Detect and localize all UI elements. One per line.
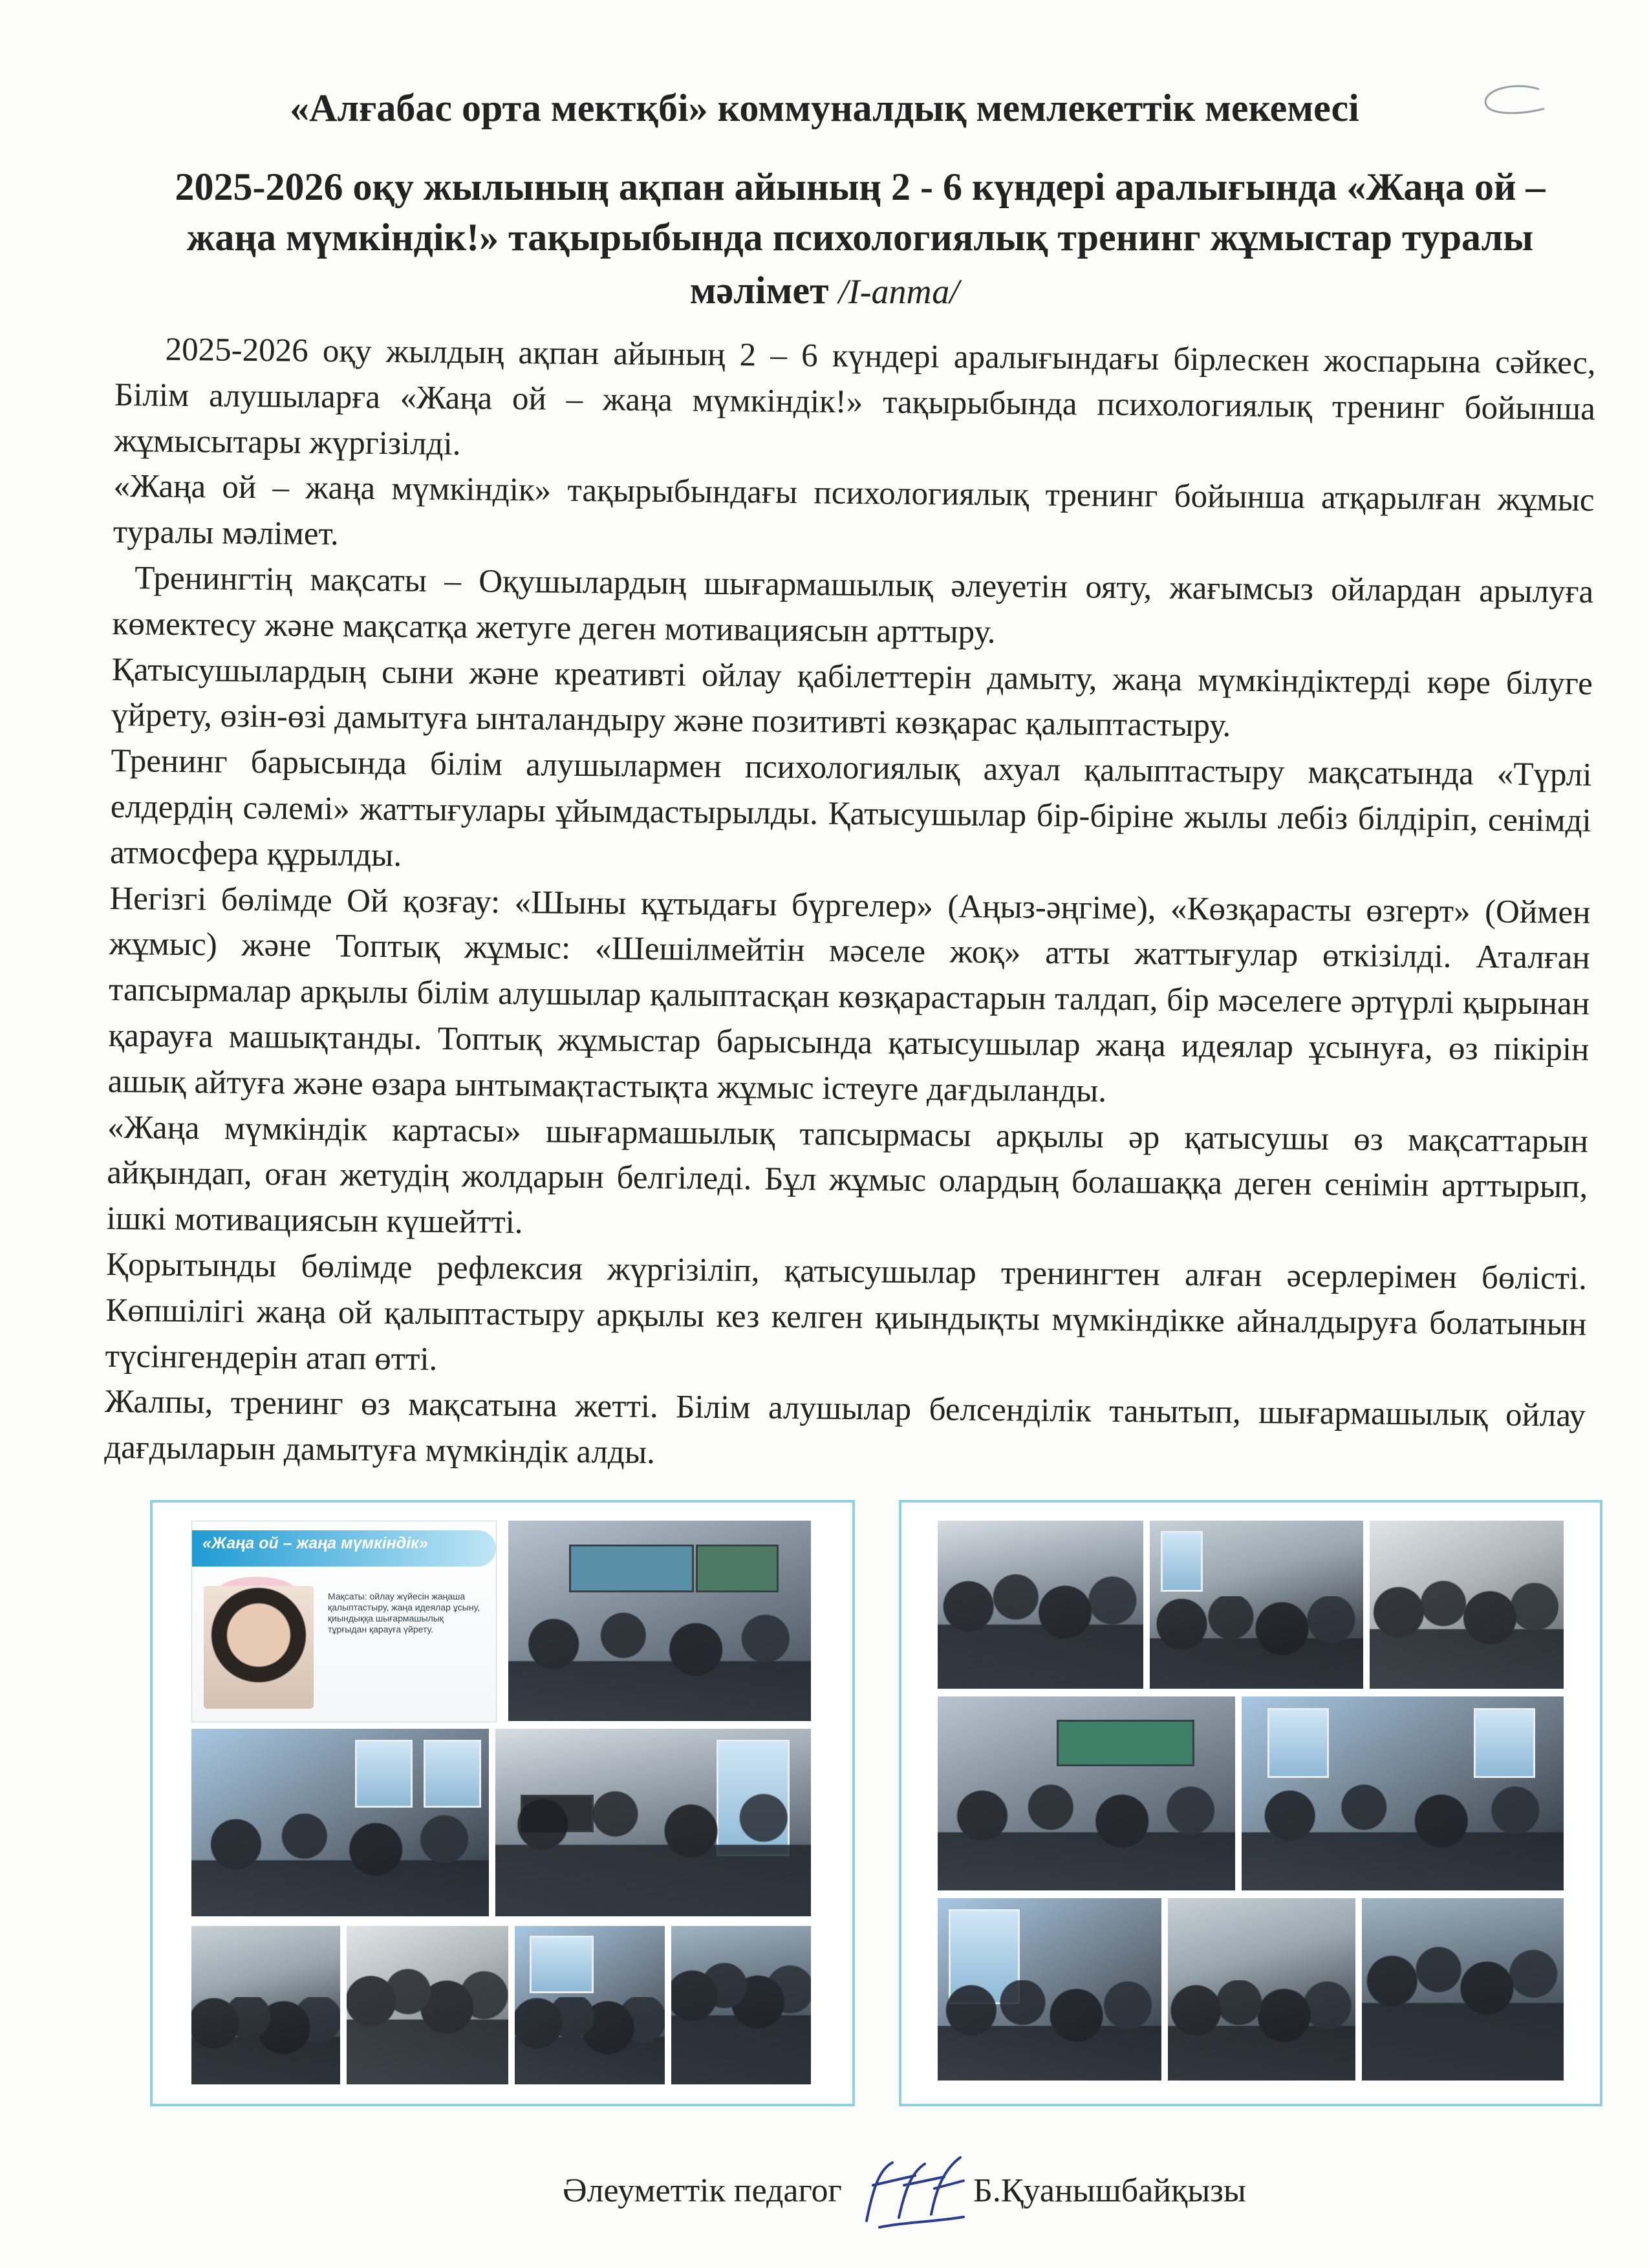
presentation-slide-photo — [191, 1521, 497, 1722]
report-title: 2025-2026 оқу жылының ақпан айының 2 - 6 күндері аралығында «Жаңа ой – жаңа мүмкіндік!» тақырыбында психологиялық тренинг жұмыстар туралы — [175, 166, 1546, 259]
classroom-photo — [938, 1521, 1143, 1689]
slide-text: Мақсаты: ойлау жүйесін жаңаша қалыптастыру, жаңа идеялар ұсыну, қиындыққа шығармашылық тұрғыдан қарауға үйрету. — [328, 1591, 480, 1634]
classroom-photo — [671, 1926, 811, 2084]
classroom-photo — [1242, 1696, 1564, 1890]
classroom-photo — [938, 1696, 1235, 1890]
handwritten-signature — [854, 2150, 970, 2234]
classroom-photo — [191, 1926, 340, 2084]
classroom-photo — [347, 1926, 508, 2084]
paragraph-objectives: Қатысушылардың сыни және креативті ойлау қабілеттерін дамыту, жаңа мүмкіндіктерді көре білуге үйрету, өзін-өзі дамытуға ынталандыру және позитивті көзқарас қалыптастыру. — [111, 651, 1593, 744]
classroom-photo — [508, 1521, 811, 1721]
paragraph-reflection: Қорытынды бөлімде рефлексия жүргізіліп, қатысушылар тренингтен алған әсерлерімен бөлісті. Көпшілігі жаңа ой қалыптастыру арқылы кез келген қиындықты мүмкіндікке айналдыруға болатынын түсінгендерін атап өтті. — [105, 1246, 1588, 1378]
classroom-photo — [938, 1898, 1161, 2081]
paragraph-intro: 2025-2026 оқу жылдың ақпан айының 2 – 6 күндері аралығындағы бірлескен жоспарына сәйкес, Білім алушыларға «Жаңа ой – жаңа мүмкіндік!» тақырыбында психологиялық тренинг бойынша жұмысытары жүргізілді. — [114, 331, 1596, 462]
week-label: /І-апта/ — [838, 272, 960, 311]
institution-heading: «Алғабас орта мектқбі» коммуналдық мемлекеттік мекемесі — [290, 87, 1359, 129]
classroom-photo — [1150, 1521, 1363, 1689]
photo-collage-left — [150, 1500, 855, 2106]
paragraph-subject: «Жаңа ой – жаңа мүмкіндік» тақырыбындағы психологиялық тренинг бойынша атқарылған жұмыс туралы мәлімет. — [113, 468, 1595, 553]
signature-block — [0, 2163, 1649, 2227]
classroom-photo — [1168, 1898, 1355, 2081]
thinking-person-image — [204, 1586, 314, 1709]
paragraph-conclusion: Жалпы, тренинг өз мақсатына жетті. Білім алушылар белсенділік танытып, шығармашылық ойлау дағдыларын дамытуға мүмкіндік алды. — [104, 1384, 1586, 1471]
document-type-heading — [129, 265, 1520, 317]
doc-type-label: мәлімет — [689, 269, 829, 312]
classroom-photo — [1362, 1898, 1564, 2081]
report-body — [104, 326, 1596, 1485]
paragraph-goal: Тренингтің мақсаты – Оқушылардың шығармашылық әлеуетін ояту, жағымсыз ойлардан арылуға көмектесу және мақсатқа жетуге деген мотивациясын арттыру. — [112, 560, 1594, 650]
paragraph-warmup: Тренинг барысында білім алушылармен психологиялық ахуал қалыптастыру мақсатында «Түрлі елдердің сәлемі» жаттығулары ұйымдастырылды. Қатысушылар бір-біріне жылы лебіз білдіріп, сенімді атмосфера құрылды. — [109, 743, 1592, 874]
classroom-photo — [515, 1926, 665, 2084]
signatory-name: Б.Қуанышбайқызы — [973, 2172, 1246, 2209]
paragraph-creative-task: «Жаңа мүмкіндік картасы» шығармашылық тапсырмасы арқылы әр қатысушы өз мақсаттарын айқындап, оған жетудің жолдарын белгіледі. Бұл жұмыс олардың болашаққа деген сенімін арттырып, ішкі мотивациясын күшейтті. — [106, 1109, 1589, 1241]
paragraph-main-part: Негізгі бөлімде Ой қозғау: «Шыны құтыдағы бүргелер» (Аңыз-әңгіме), «Көзқарасты өзгерт» (Оймен жұмыс) және Топтық жұмыс: «Шешілмейтін мәселе жоқ» атты жаттығулар өткізілді. Аталған тапсырмалар арқылы білім алушылар қалыптасқан көзқарастарын талдап, бір мәселеге әртүрлі қырынан қарауға машықтанды. Топтық жұмыстар барысында қатысушылар жаңа идеялар ұсынуға, өз пікірін ашық айтуға және өзара ынтымақтастықта жұмыс істеуге дағдыланды. — [107, 880, 1591, 1109]
signatory-role: Әлеуметтік педагог — [563, 2172, 842, 2209]
slide-title: «Жаңа ой – жаңа мүмкіндік» — [202, 1534, 428, 1552]
classroom-photo — [1370, 1521, 1564, 1689]
classroom-photo — [191, 1729, 489, 1916]
photo-collage-right — [899, 1500, 1602, 2106]
classroom-photo — [495, 1729, 811, 1916]
